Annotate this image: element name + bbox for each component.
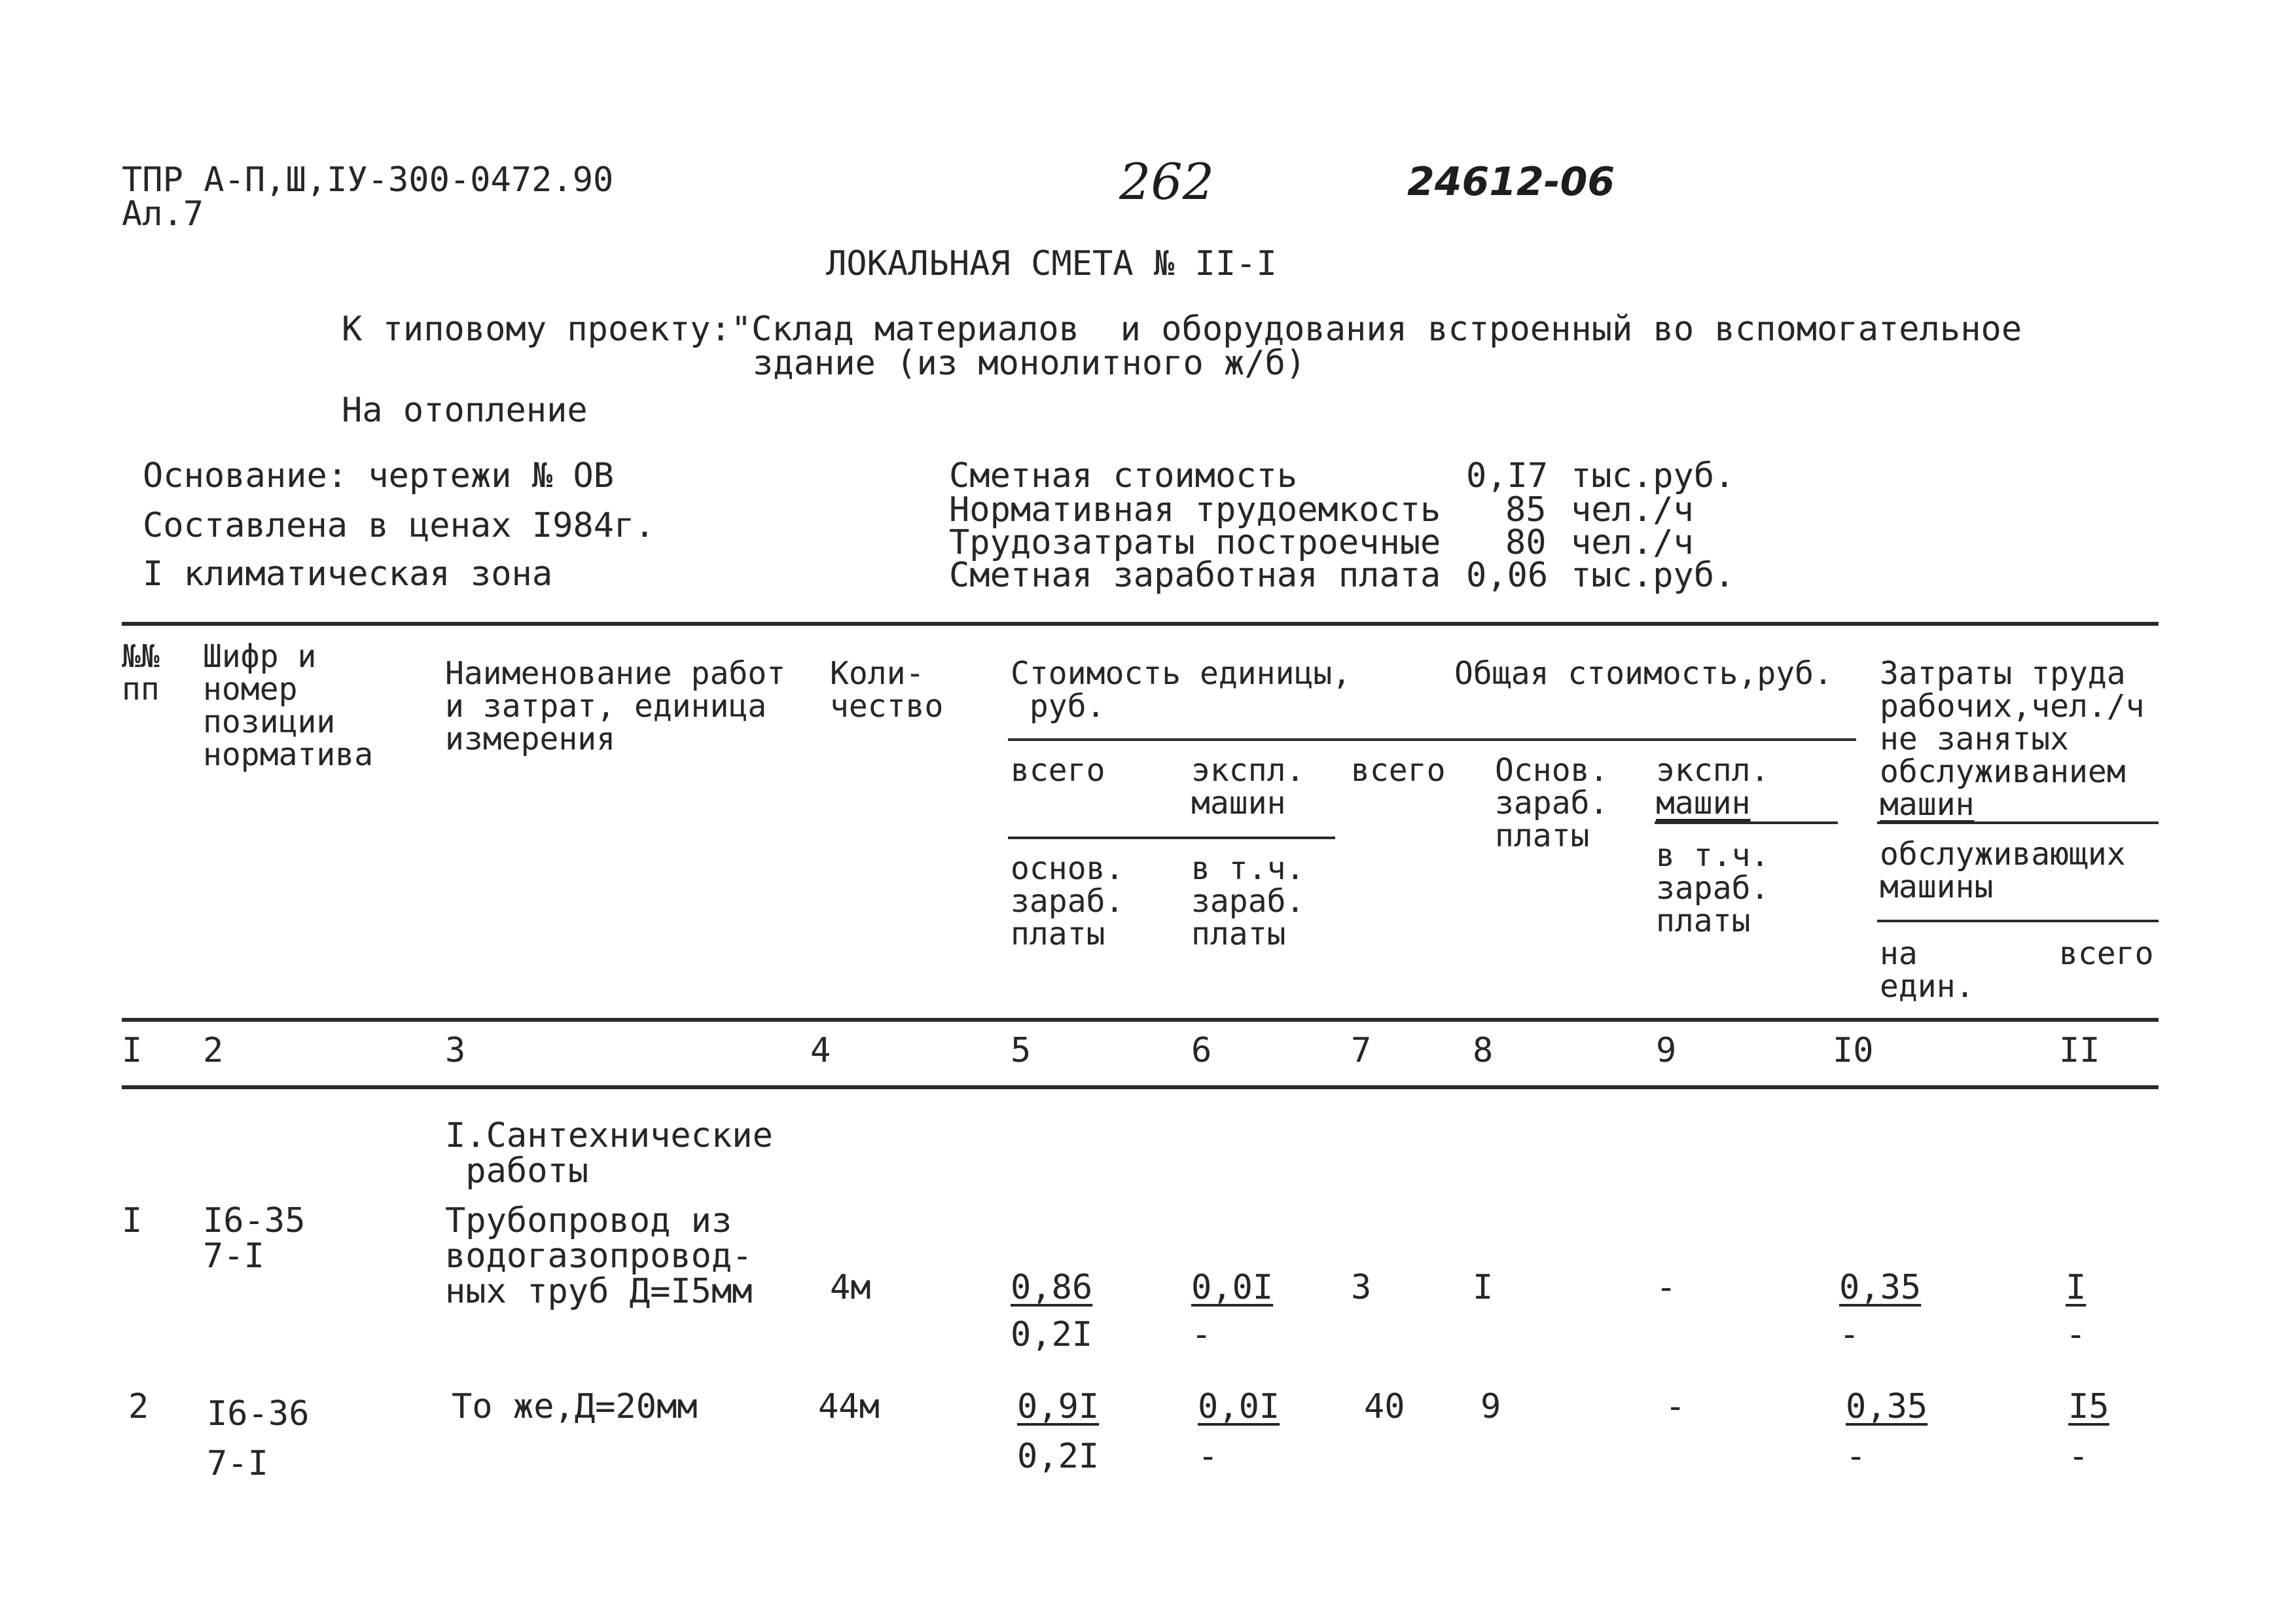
row-name: То же,Д=20мм	[452, 1387, 698, 1426]
column-number: 9	[1656, 1031, 1677, 1070]
column-number: I	[122, 1031, 143, 1070]
document-number: 24612-06	[1407, 159, 1615, 205]
header-rule-serving	[1877, 920, 2159, 922]
header-rule-cost	[1008, 738, 1856, 741]
column-number: I0	[1833, 1031, 1874, 1070]
header-rule-machines	[1655, 821, 1838, 824]
row-unit-machines-salary: -	[1191, 1315, 1212, 1354]
summary-value: 0,06	[1466, 556, 1549, 595]
col-header-7-total: всего	[1351, 752, 1446, 789]
row-labor-total: I	[2066, 1268, 2087, 1307]
column-numbers-rule	[122, 1085, 2159, 1089]
header-rule-unit-cost	[1008, 837, 1335, 839]
basis-drawings: Основание: чертежи № ОВ	[143, 456, 615, 496]
row-total-machines: -	[1656, 1268, 1677, 1307]
col-header-6-machines: экспл. машин	[1191, 752, 1305, 821]
row-unit-machines: 0,0I	[1191, 1268, 1274, 1307]
col-header-number: №№ пп	[122, 638, 160, 708]
summary-label: Сметная заработная плата	[949, 556, 1441, 595]
col-header-quantity: Коли- чество	[830, 655, 944, 725]
column-number: 2	[203, 1031, 224, 1070]
column-number: II	[2059, 1031, 2100, 1070]
sheet-label: Ал.7	[122, 194, 204, 234]
summary-value: 0,I7	[1466, 456, 1549, 496]
col-header-8-salary: Основ. зараб. платы	[1495, 752, 1609, 854]
row-number: I	[122, 1201, 143, 1240]
page-title: ЛОКАЛЬНАЯ СМЕТА № II-I	[826, 244, 1277, 283]
col-header-9-machines-2: машин	[1656, 785, 1751, 821]
basis-prices: Составлена в ценах I984г.	[143, 506, 655, 545]
basis-zone: I климатическая зона	[143, 554, 553, 594]
column-number: 6	[1191, 1031, 1212, 1070]
col-header-total-cost: Общая стоимость,руб.	[1454, 655, 1833, 692]
row-code: I6-36 7-I	[207, 1394, 310, 1483]
col-header-9-machines: экспл.	[1656, 752, 1770, 789]
col-header-5-salary: основ. зараб. платы	[1011, 850, 1124, 952]
row-labor-unit: 0,35	[1839, 1268, 1922, 1307]
col-header-code: Шифр и номер позиции норматива	[203, 638, 374, 773]
row-unit-machines: 0,0I	[1198, 1387, 1280, 1426]
col-header-6-salary: в т.ч. зараб. платы	[1191, 850, 1305, 952]
row-unit-total: 0,9I	[1017, 1387, 1100, 1426]
row-total-machines: -	[1665, 1387, 1686, 1426]
row-total: 3	[1351, 1268, 1372, 1307]
summary-unit: чел./ч	[1571, 490, 1694, 530]
col-header-labor-total: всего	[2059, 935, 2154, 972]
column-number: 8	[1473, 1031, 1494, 1070]
col-header-per-unit: на един.	[1880, 935, 1975, 1005]
summary-label: Сметная стоимость	[949, 456, 1298, 496]
summary-value: 85	[1505, 490, 1547, 530]
summary-unit: чел./ч	[1571, 523, 1694, 562]
summary-value: 80	[1505, 523, 1547, 562]
row-total-salary: I	[1473, 1268, 1494, 1307]
row-unit-salary: 0,2I	[1011, 1315, 1093, 1354]
col-header-serving: обслуживающих машины	[1880, 836, 2126, 905]
row-labor-total-serving: -	[2068, 1437, 2089, 1476]
row-number: 2	[128, 1387, 149, 1426]
row-quantity: 44м	[818, 1387, 880, 1426]
summary-unit: тыс.руб.	[1571, 456, 1735, 496]
row-code: I6-35 7-I	[203, 1201, 306, 1276]
column-number: 4	[810, 1031, 831, 1070]
table-top-rule	[122, 622, 2159, 626]
row-quantity: 4м	[830, 1268, 871, 1307]
project-line-1: К типовому проекту:"Склад материалов и оборудования встроенный во вспомогательное	[342, 310, 2022, 349]
summary-label: Нормативная трудоемкость	[949, 490, 1441, 530]
row-labor-unit-serving: -	[1846, 1437, 1867, 1476]
row-labor-total-serving: -	[2066, 1315, 2087, 1354]
document-code: ТПР А-П,Ш,IУ-300-0472.90	[122, 160, 614, 200]
column-number: 5	[1011, 1031, 1031, 1070]
row-total: 40	[1364, 1387, 1405, 1426]
project-line-2: здание (из монолитного ж/б)	[753, 344, 1306, 383]
summary-unit: тыс.руб.	[1571, 556, 1735, 595]
row-labor-unit: 0,35	[1846, 1387, 1928, 1426]
header-bottom-rule	[122, 1018, 2159, 1022]
page-number: 262	[1119, 153, 1215, 211]
row-labor-unit-serving: -	[1839, 1315, 1860, 1354]
col-header-5-total: всего	[1011, 752, 1105, 789]
column-number: 3	[445, 1031, 466, 1070]
col-header-labor-machines: машин	[1880, 786, 1975, 823]
col-header-labor: Затраты труда рабочих,чел./ч не занятых обслуживанием	[1880, 655, 2145, 790]
row-unit-salary: 0,2I	[1017, 1437, 1100, 1476]
row-name: Трубопровод из водогазопровод- ных труб Д=I5мм	[445, 1201, 753, 1311]
row-total-salary: 9	[1480, 1387, 1501, 1426]
row-labor-total: I5	[2068, 1387, 2109, 1426]
subject-line: На отопление	[342, 391, 588, 430]
column-number: 7	[1351, 1031, 1372, 1070]
row-unit-machines-salary: -	[1198, 1437, 1219, 1476]
summary-label: Трудозатраты построечные	[949, 523, 1441, 562]
section-title: I.Сантехнические работы	[445, 1116, 773, 1191]
row-unit-total: 0,86	[1011, 1268, 1093, 1307]
col-header-9-salary: в т.ч. зараб. платы	[1656, 837, 1770, 939]
col-header-name: Наименование работ и затрат, единица измерения	[445, 655, 786, 757]
col-header-unit-cost: Стоимость единицы, руб.	[1011, 655, 1352, 725]
